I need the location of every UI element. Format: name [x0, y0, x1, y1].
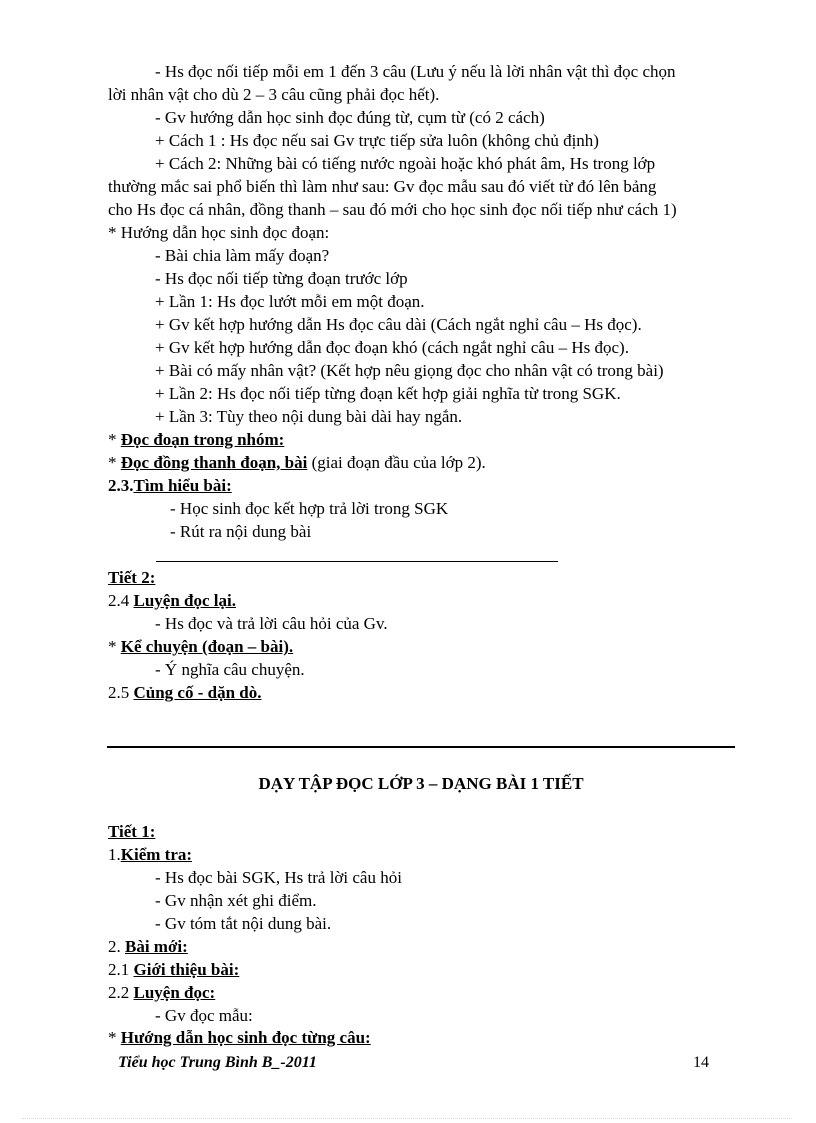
- heading-line: [108, 959, 239, 981]
- heading-line: [108, 475, 232, 497]
- section-number: 1.: [108, 845, 121, 864]
- bullet-marker: *: [108, 453, 121, 472]
- heading-line: [108, 682, 262, 704]
- text-line: + Cách 2: Những bài có tiếng nước ngoài hoặc khó phát âm, Hs trong lớp: [155, 154, 656, 173]
- divider-short: [156, 561, 558, 562]
- text-line: + Gv kết hợp hướng dẫn Hs đọc câu dài (Cách ngắt nghỉ câu – Hs đọc).: [155, 315, 642, 334]
- text-line: - Hs đọc nối tiếp từng đoạn trước lớp: [155, 269, 408, 288]
- heading-line: [108, 844, 192, 866]
- section-divider: [107, 746, 735, 748]
- heading-line: [108, 452, 486, 474]
- text-line: - Gv đọc mẫu:: [155, 1006, 253, 1025]
- heading-line: [108, 1027, 371, 1049]
- heading-text: Tìm hiểu bài:: [133, 476, 232, 495]
- section-number: 2.1: [108, 960, 134, 979]
- text-line: - Gv tóm tắt nội dung bài.: [155, 914, 332, 933]
- section-number: 2.2: [108, 983, 134, 1002]
- text-line: - Gv hướng dẫn học sinh đọc đúng từ, cụm từ (có 2 cách): [155, 108, 545, 127]
- section-number: 2.4: [108, 591, 134, 610]
- heading-line: [108, 590, 236, 612]
- heading-text: Tiết 2:: [108, 568, 156, 587]
- text-line: thường mắc sai phổ biến thì làm như sau: Gv đọc mẫu sau đó viết từ đó lên bảng: [108, 177, 657, 196]
- heading-line: [108, 636, 293, 658]
- page-number: 14: [693, 1054, 709, 1071]
- text-line: + Gv kết hợp hướng dẫn đọc đoạn khó (cách ngắt nghỉ câu – Hs đọc).: [155, 338, 629, 357]
- text-line: - Hs đọc bài SGK, Hs trả lời câu hỏi: [155, 868, 402, 887]
- text-line: - Học sinh đọc kết hợp trả lời trong SGK: [170, 499, 449, 518]
- heading-text: Kể chuyện (đoạn – bài).: [120, 637, 294, 656]
- heading-text: Kiểm tra:: [120, 845, 193, 864]
- heading-text: Bài mới:: [125, 937, 188, 956]
- section-number: 2.5: [108, 683, 134, 702]
- heading-text: Tiết 1:: [108, 822, 156, 841]
- text-line: + Lần 2: Hs đọc nối tiếp từng đoạn kết hợp giải nghĩa từ trong SGK.: [155, 384, 621, 403]
- heading-line: [108, 936, 188, 958]
- heading-text: Hướng dẫn học sinh đọc từng câu:: [120, 1028, 371, 1047]
- bullet-marker: *: [108, 1028, 121, 1047]
- heading-text: Luyện đọc:: [133, 983, 216, 1002]
- bullet-marker: *: [108, 430, 121, 449]
- text-line: - Ý nghĩa câu chuyện.: [155, 660, 305, 679]
- text-line: - Hs đọc và trả lời câu hỏi của Gv.: [155, 614, 388, 633]
- text-line: + Cách 1 : Hs đọc nếu sai Gv trực tiếp sửa luôn (không chủ định): [155, 131, 599, 150]
- heading-note: (giai đoạn đầu của lớp 2).: [307, 453, 486, 472]
- text-line: cho Hs đọc cá nhân, đồng thanh – sau đó mới cho học sinh đọc nối tiếp như cách 1): [108, 200, 677, 219]
- footer-text: Tiểu học Trung Bình B_-2011: [118, 1054, 317, 1071]
- heading-line: [108, 429, 284, 451]
- text-line: + Bài có mấy nhân vật? (Kết hợp nêu giọng đọc cho nhân vật có trong bài): [155, 361, 664, 380]
- page-edge-dots: [22, 1118, 792, 1119]
- heading-text: Luyện đọc lại.: [133, 591, 236, 610]
- text-line: * Hướng dẫn học sinh đọc đoạn:: [108, 223, 330, 242]
- section-title: DẠY TẬP ĐỌC LỚP 3 – DẠNG BÀI 1 TIẾT: [258, 774, 584, 793]
- bullet-marker: *: [108, 637, 121, 656]
- heading-text: Đọc đồng thanh đoạn, bài: [120, 453, 308, 472]
- heading-line: [108, 567, 155, 589]
- text-line: + Lần 3: Tùy theo nội dung bài dài hay ngắn.: [155, 407, 463, 426]
- heading-line: [108, 982, 215, 1004]
- heading-line: [108, 821, 155, 843]
- section-number: 2.3.: [108, 476, 134, 495]
- text-line: + Lần 1: Hs đọc lướt mỗi em một đoạn.: [155, 292, 425, 311]
- text-line: - Hs đọc nối tiếp mỗi em 1 đến 3 câu (Lưu ý nếu là lời nhân vật thì đọc chọn: [155, 62, 676, 81]
- text-line: lời nhân vật cho dù 2 – 3 câu cũng phải đọc hết).: [108, 85, 440, 104]
- heading-text: Giới thiệu bài:: [133, 960, 240, 979]
- text-line: - Bài chia làm mấy đoạn?: [155, 246, 330, 265]
- text-line: - Rút ra nội dung bài: [170, 522, 312, 541]
- heading-text: Đọc đoạn trong nhóm:: [120, 430, 285, 449]
- text-line: - Gv nhận xét ghi điểm.: [155, 891, 317, 910]
- heading-text: Củng cố - dặn dò.: [133, 683, 262, 702]
- section-number: 2.: [108, 937, 125, 956]
